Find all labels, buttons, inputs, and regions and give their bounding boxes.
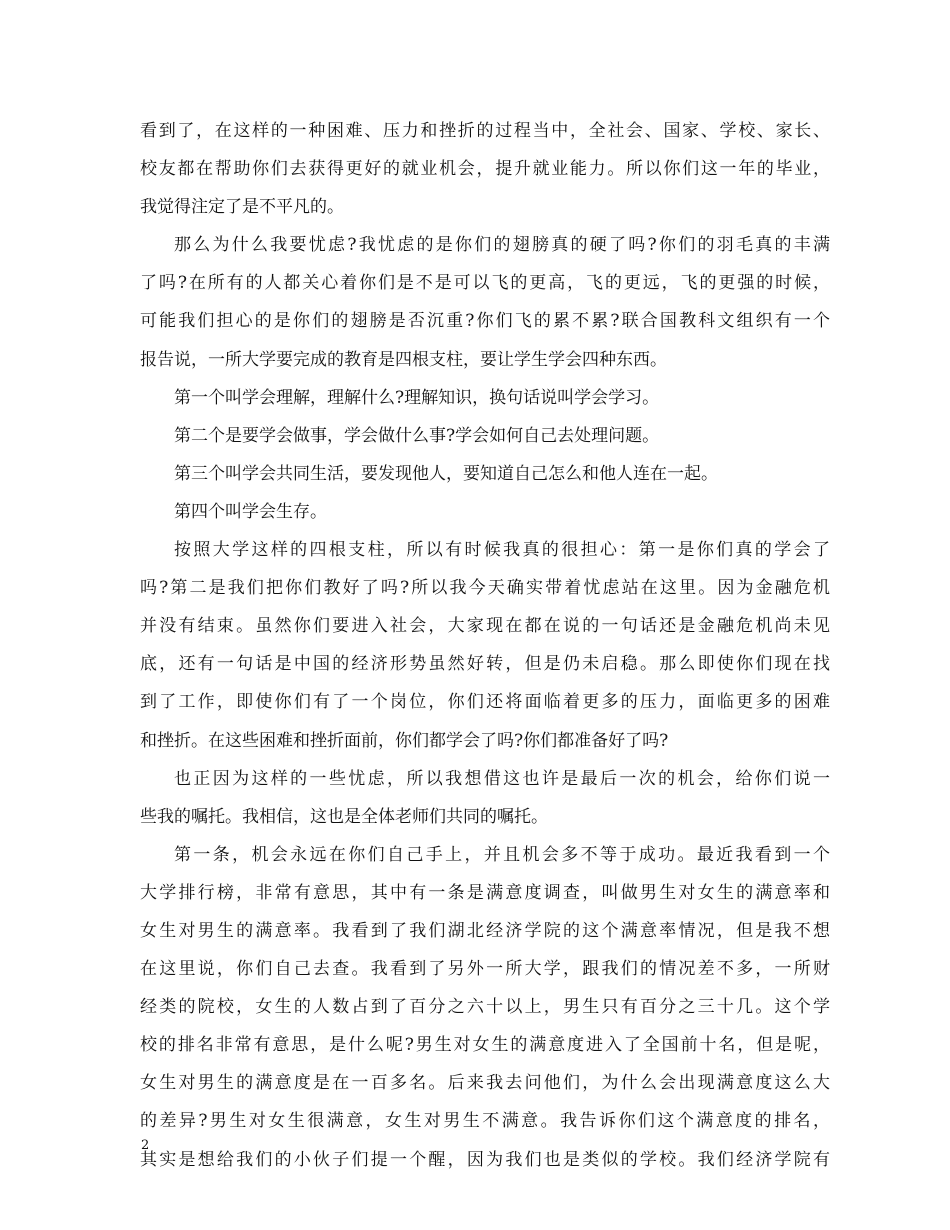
text-line: 女生对男生的满意度是在一百多名。后来我去问他们，为什么会出现满意度这么大 — [140, 1073, 830, 1094]
text-line: 第三个叫学会共同生活，要发现他人，要知道自己怎么和他人连在一起。 — [174, 463, 718, 484]
text-line: 第一条，机会永远在你们自己手上，并且机会多不等于成功。最近我看到一个 — [174, 844, 830, 865]
text-line: 底，还有一句话是中国的经济形势虽然好转，但是仍未启稳。那么即使你们现在找 — [140, 654, 830, 675]
text-line: 的差异?男生对女生很满意，女生对男生不满意。我告诉你们这个满意度的排名， — [140, 1111, 830, 1132]
text-line: 经类的院校，女生的人数占到了百分之六十以上，男生只有百分之三十几。这个学 — [140, 997, 830, 1018]
text-line: 第四个叫学会生存。 — [174, 501, 327, 522]
text-line: 那么为什么我要忧虑?我忧虑的是你们的翅膀真的硬了吗?你们的羽毛真的丰满 — [174, 235, 830, 256]
text-line: 和挫折。在这些困难和挫折面前，你们都学会了吗?你们都准备好了吗? — [140, 730, 669, 751]
text-line: 报告说，一所大学要完成的教育是四根支柱，要让学生学会四种东西。 — [140, 349, 667, 370]
text-line: 可能我们担心的是你们的翅膀是否沉重?你们飞的累不累?联合国教科文组织有一个 — [140, 311, 830, 332]
text-line: 在这里说，你们自己去查。我看到了另外一所大学，跟我们的情况差不多，一所财 — [140, 959, 830, 980]
text-line: 按照大学这样的四根支柱，所以有时候我真的很担心：第一是你们真的学会了 — [174, 540, 830, 561]
text-line: 第二个是要学会做事，学会做什么事?学会如何自己去处理问题。 — [174, 425, 660, 446]
text-line: 到了工作，即使你们有了一个岗位，你们还将面临着更多的压力，面临更多的困难 — [140, 692, 830, 713]
text-line: 其实是想给我们的小伙子们提一个醒，因为我们也是类似的学校。我们经济学院有 — [140, 1149, 830, 1170]
text-line: 些我的嘱托。我相信，这也是全体老师们共同的嘱托。 — [140, 806, 548, 827]
text-line: 校的排名非常有意思，是什么呢?男生对女生的满意度进入了全国前十名，但是呢， — [140, 1035, 830, 1056]
text-line: 女生对男生的满意率。我看到了我们湖北经济学院的这个满意率情况，但是我不想 — [140, 920, 830, 941]
text-line: 吗?第二是我们把你们教好了吗?所以我今天确实带着忧虑站在这里。因为金融危机 — [140, 578, 830, 599]
text-line: 校友都在帮助你们去获得更好的就业机会，提升就业能力。所以你们这一年的毕业， — [140, 159, 830, 180]
text-line: 也正因为这样的一些忧虑，所以我想借这也许是最后一次的机会，给你们说一 — [174, 768, 830, 789]
text-line: 了吗?在所有的人都关心着你们是不是可以飞的更高，飞的更远，飞的更强的时候， — [140, 273, 830, 294]
text-line: 并没有结束。虽然你们要进入社会，大家现在都在说的一句话还是金融危机尚未见 — [140, 616, 830, 637]
text-line: 大学排行榜，非常有意思，其中有一条是满意度调查，叫做男生对女生的满意率和 — [140, 882, 830, 903]
text-line: 我觉得注定了是不平凡的。 — [140, 197, 344, 218]
text-line: 看到了，在这样的一种困难、压力和挫折的过程当中，全社会、国家、学校、家长、 — [140, 121, 830, 141]
page-number: 2 — [141, 1138, 150, 1153]
body-text — [140, 112, 830, 1179]
text-line: 第一个叫学会理解，理解什么?理解知识，换句话说叫学会学习。 — [174, 387, 660, 408]
